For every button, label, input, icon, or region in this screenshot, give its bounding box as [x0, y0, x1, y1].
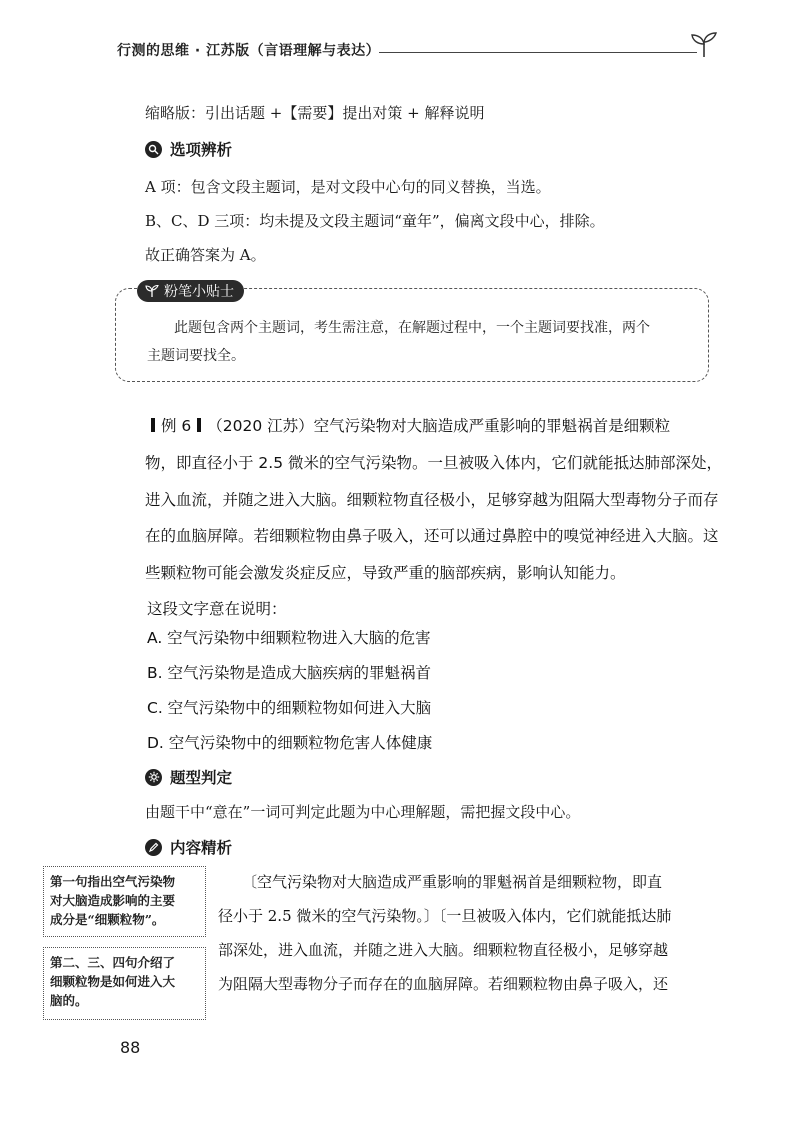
- analysis-line-bcd: B、C、D 三项：均未提及文段主题词“童年”，偏离文段中心，排除。: [145, 212, 605, 230]
- content-analysis-heading: [145, 836, 232, 858]
- side-note-1-line-1: 第一句指出空气污染物: [50, 874, 176, 889]
- question-type-title: 题型判定: [170, 769, 233, 787]
- question-line-4: 在的血脑屏障。若细颗粒物由鼻子吸入，还可以通过鼻腔中的嗅觉神经进入大脑。这: [145, 527, 719, 545]
- magnifier-icon: [145, 141, 162, 158]
- question-line-2: 物，即直径小于 2.5 微米的空气污染物。一旦被吸入体内，它们就能抵达肺部深处，: [145, 454, 723, 472]
- side-note-1: [43, 866, 206, 937]
- content-line-2: 径小于 2.5 微米的空气污染物。〕〔一旦被吸入体内，它们就能抵达肺: [218, 907, 672, 925]
- analysis-line-answer: 故正确答案为 A。: [145, 246, 266, 264]
- option-c: C. 空气污染物中的细颗粒物如何进入大脑: [147, 699, 432, 717]
- option-b: B. 空气污染物是造成大脑疾病的罪魁祸首: [147, 664, 431, 682]
- header-rule: [379, 52, 697, 53]
- sprout-icon: [145, 285, 159, 297]
- question-type-line: 由题干中“意在”一词可判定此题为中心理解题，需把握文段中心。: [145, 803, 581, 821]
- content-line-3: 部深处，进入血流，并随之进入大脑。细颗粒物直径极小，足够穿越: [218, 941, 669, 959]
- side-note-1-line-2: 对大脑造成影响的主要: [50, 893, 176, 908]
- tip-box: [115, 288, 709, 382]
- side-note-2-line-3: 脑的。: [50, 993, 88, 1008]
- question-marker-left: [151, 418, 155, 432]
- sprout-icon: [687, 32, 721, 58]
- tip-line-2: 主题词要找全。: [147, 348, 245, 364]
- question-marker-right: [197, 418, 201, 432]
- tip-line-1: 此题包含两个主题词，考生需注意，在解题过程中，一个主题词要找准，两个: [174, 320, 650, 336]
- analysis-line-a: A 项：包含文段主题词，是对文段中心句的同义替换，当选。: [145, 178, 551, 196]
- page-number: 88: [120, 1038, 141, 1057]
- question-type-heading: [145, 766, 232, 788]
- option-analysis-heading: [145, 138, 232, 160]
- side-note-2-line-2: 细颗粒物是如何进入大: [50, 974, 176, 989]
- question-line-1: [145, 414, 670, 436]
- content-line-1: 〔空气污染物对大脑造成严重影响的罪魁祸首是细颗粒物，即直: [242, 873, 663, 891]
- content-analysis-title: 内容精析: [170, 839, 233, 857]
- side-note-2-line-1: 第二、三、四句介绍了: [50, 955, 176, 970]
- pen-icon: [145, 839, 162, 856]
- option-a: A. 空气污染物中细颗粒物进入大脑的危害: [147, 629, 431, 647]
- question-prompt: 这段文字意在说明：: [147, 600, 287, 618]
- header-title: 行测的思维 · 江苏版（言语理解与表达）: [117, 43, 381, 59]
- question-line-5: 些颗粒物可能会激发炎症反应，导致严重的脑部疾病，影响认知能力。: [145, 564, 626, 582]
- option-analysis-title: 选项辨析: [170, 141, 233, 159]
- question-text-1: （2020 江苏）空气污染物对大脑造成严重影响的罪魁祸首是细颗粒: [207, 417, 671, 435]
- side-note-1-line-3: 成分是“细颗粒物”。: [50, 912, 165, 927]
- side-note-2: [43, 947, 206, 1020]
- tip-badge: [137, 280, 244, 302]
- question-line-3: 进入血流，并随之进入大脑。细颗粒物直径极小，足够穿越为阻隔大型毒物分子而存: [145, 491, 719, 509]
- tip-label: 粉笔小贴士: [164, 284, 234, 300]
- option-d: D. 空气污染物中的细颗粒物危害人体健康: [147, 734, 433, 752]
- question-number: 例 6: [161, 417, 192, 435]
- content-line-4: 为阻隔大型毒物分子而存在的血脑屏障。若细颗粒物由鼻子吸入，还: [218, 975, 669, 993]
- summary-line: 缩略版：引出话题 +【需要】提出对策 + 解释说明: [145, 104, 485, 122]
- gear-icon: [145, 769, 162, 786]
- running-header: [117, 32, 707, 66]
